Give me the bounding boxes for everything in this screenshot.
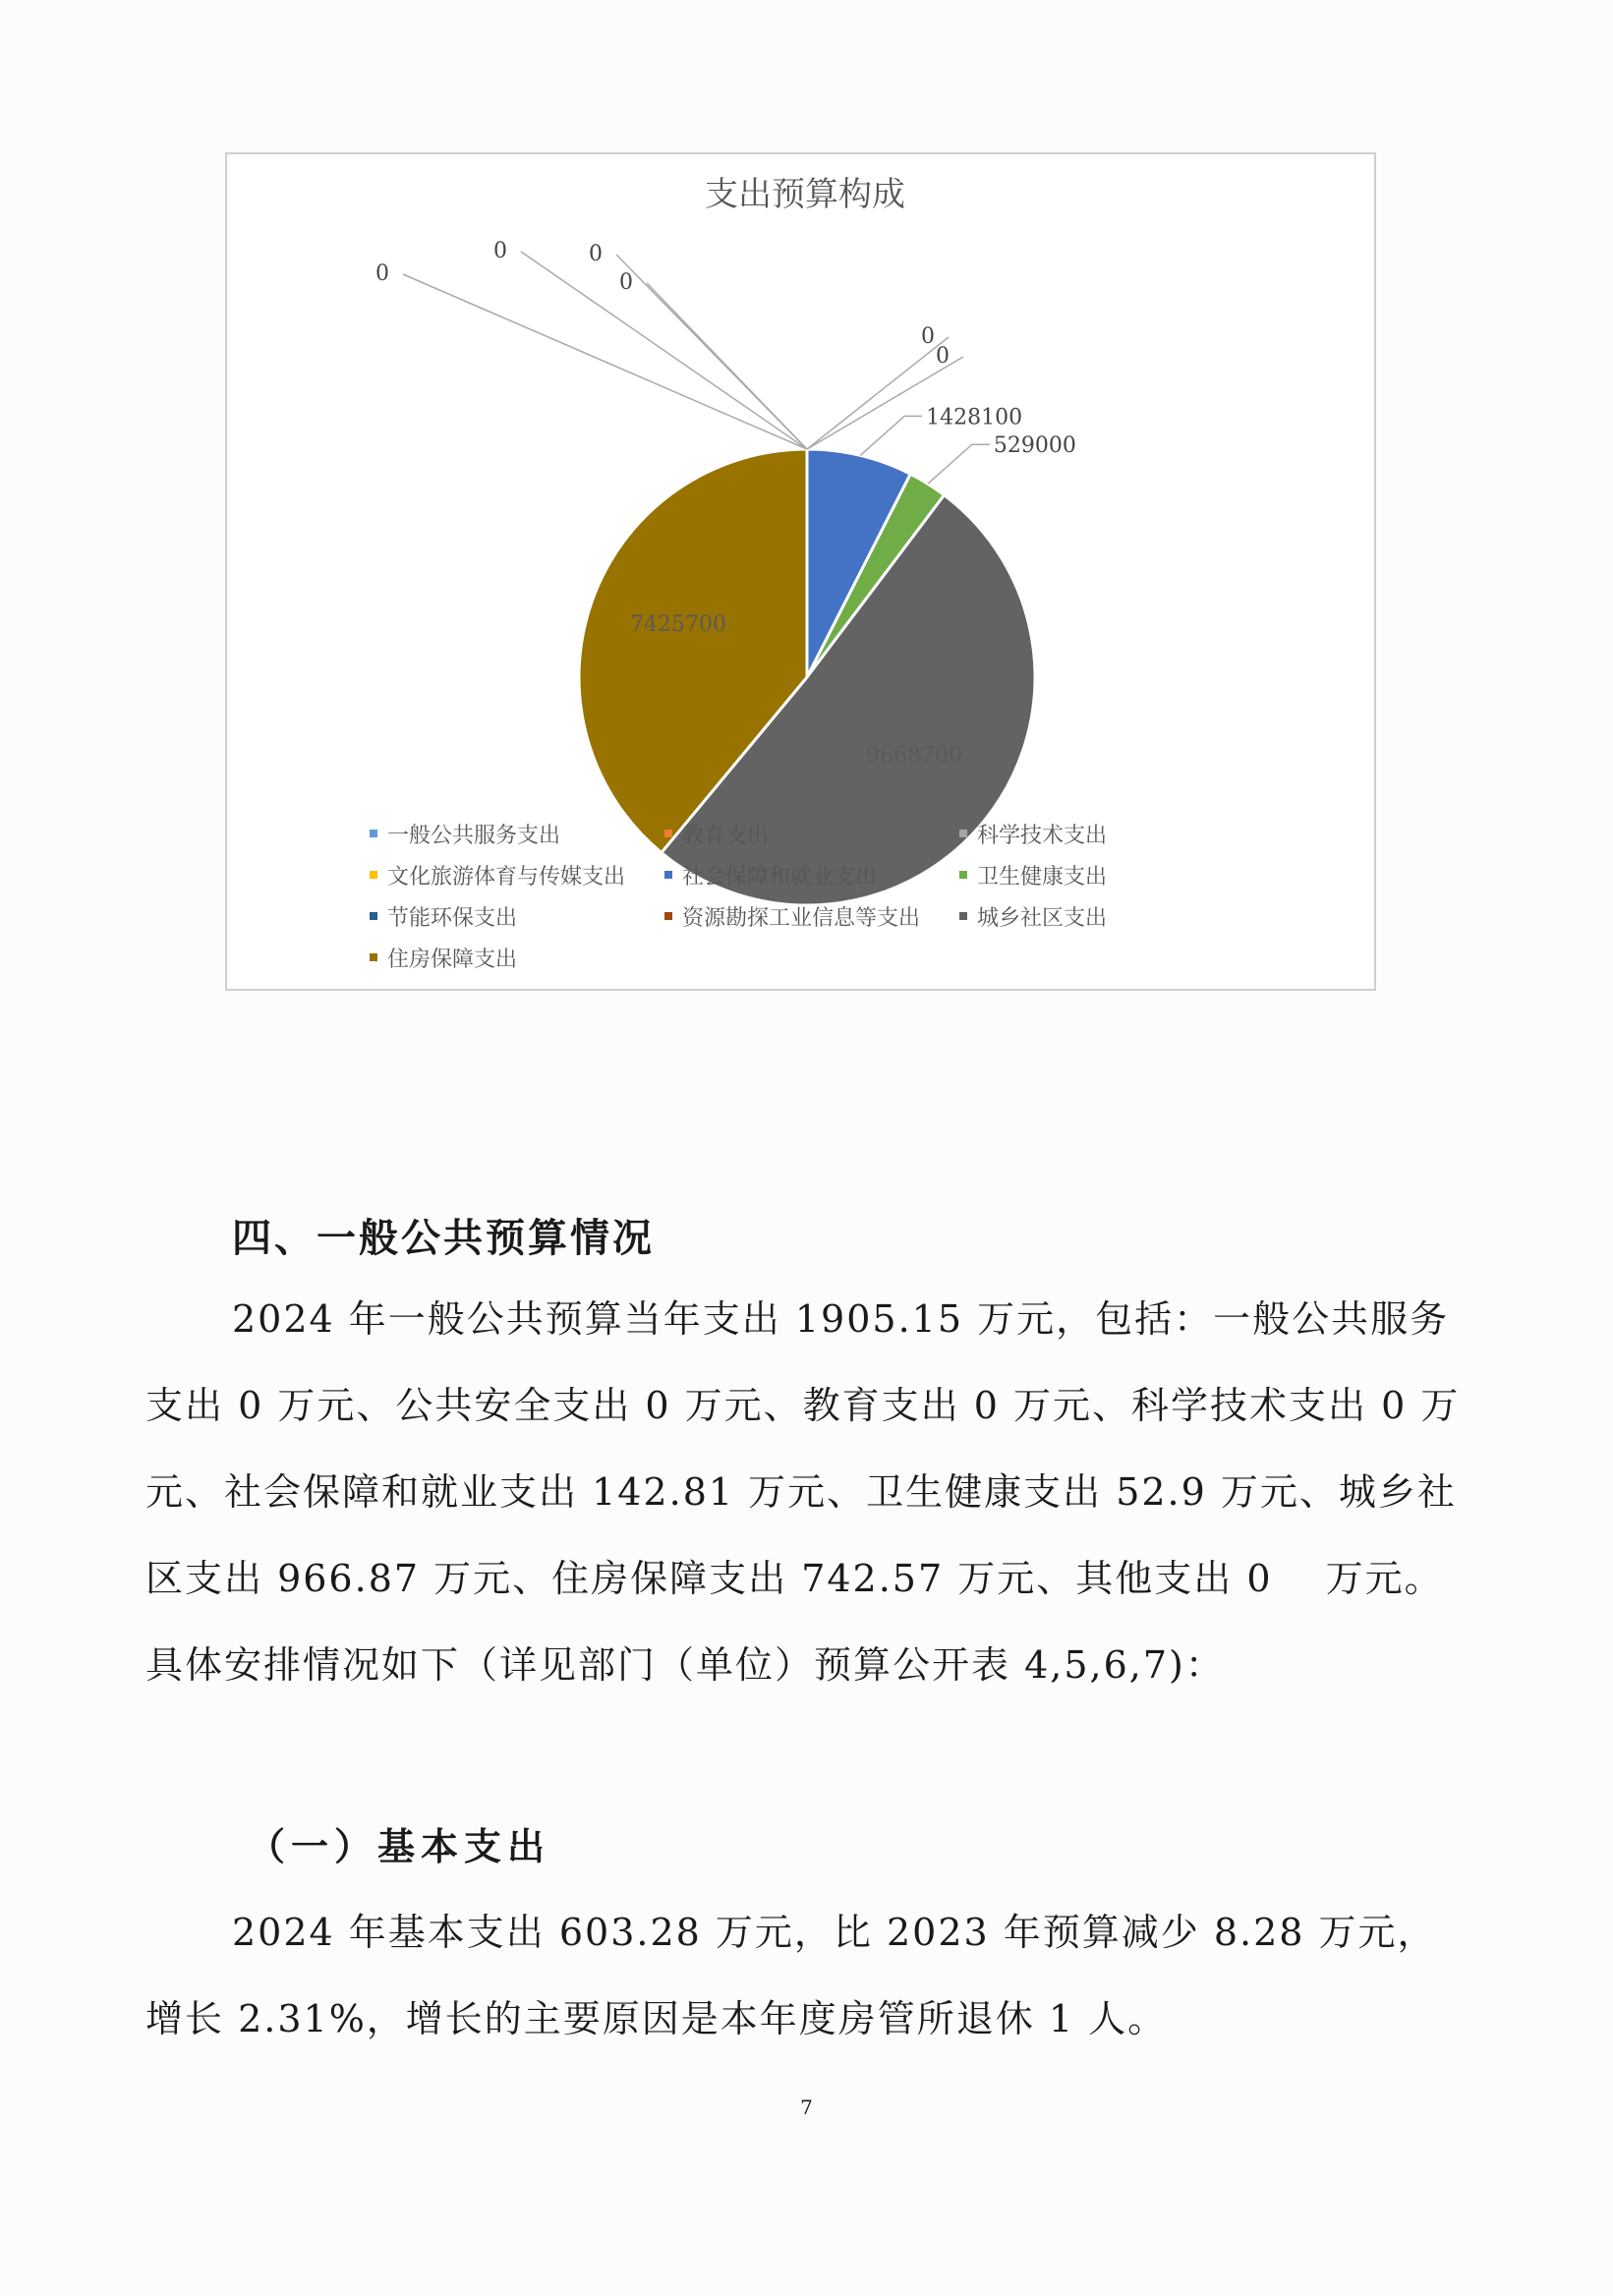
subsection-paragraph [145,1889,1463,2062]
pie-data-label-0: 0 [375,261,389,286]
legend-label-8: 城乡社区支出 [977,905,1108,931]
legend-item-5 [959,859,1254,890]
legend-label-2: 科学技术支出 [977,823,1108,848]
pie-data-label-3: 0 [619,270,633,295]
pie-data-label-5: 529000 [993,433,1076,459]
legend-item-0 [370,818,664,849]
legend-item-2 [959,818,1254,849]
legend-swatch-8 [959,912,967,920]
subsection-heading: （一）基本支出 [248,1825,551,1868]
legend-swatch-7 [664,912,672,920]
pie-data-label-1: 0 [493,239,507,263]
legend-item-7 [664,900,959,932]
legend-label-5: 卫生健康支出 [977,864,1108,890]
section-paragraph [145,1276,1463,1708]
expenditure-pie-chart [225,152,1376,991]
section-heading: 四、一般公共预算情况 [232,1216,655,1261]
legend-swatch-4 [664,871,672,879]
legend-item-4 [664,859,959,890]
pie-leader-line-3 [647,283,807,449]
pie-leader-line-6 [807,337,949,449]
legend-label-9: 住房保障支出 [387,947,518,972]
pie-leader-line-5 [928,444,990,484]
pie-leader-line-0 [403,274,807,449]
legend-swatch-2 [959,830,967,837]
pie-data-label-8: 9668700 [866,743,963,769]
pie-data-label-6: 0 [921,324,935,349]
legend-swatch-0 [370,830,377,837]
legend-label-7: 资源勘探工业信息等支出 [682,905,921,931]
legend-label-1: 教育支出 [682,823,770,848]
chart-legend [370,818,1254,973]
pie-data-label-2: 0 [589,242,603,266]
pie-data-label-9: 7425700 [630,611,727,637]
page-number: 7 [800,2095,813,2119]
pie-data-label-7: 0 [936,344,950,369]
legend-item-6 [370,900,664,932]
pie-leader-line-4 [860,416,922,455]
pie-leader-line-1 [521,252,807,449]
legend-swatch-1 [664,830,672,837]
pie-leader-line-7 [807,357,963,449]
legend-swatch-6 [370,912,377,920]
section-paragraph-text: 2024 年一般公共预算当年支出 1905.15 万元，包括：一般公共服务支出 0 万元、公共安全支出 0 万元、教育支出 0 万元、科学技术支出 0 万元、社会保障和就业支出 142.81 万元、卫生健康支出 52.9 万元、城乡社区支出 966.87 万元、住房保障支出 742.57 万元、其他支出 0 万元。具体安排情况如下（详见部门（单位）预算公开表 4,5,6,7)： [145,1297,1461,1687]
subsection-paragraph-text: 2024 年基本支出 603.28 万元，比 2023 年预算减少 8.28 万元，增长 2.31%，增长的主要原因是本年度房管所退休 1 人。 [145,1911,1437,2040]
legend-item-1 [664,818,959,849]
legend-swatch-9 [370,953,377,961]
pie-data-label-4: 1428100 [926,405,1023,430]
legend-label-0: 一般公共服务支出 [387,823,561,848]
legend-item-3 [370,859,664,890]
legend-swatch-5 [959,871,967,879]
legend-item-8 [959,900,1254,932]
legend-swatch-3 [370,871,377,879]
legend-label-3: 文化旅游体育与传媒支出 [387,864,626,890]
chart-title: 支出预算构成 [705,175,905,214]
legend-label-4: 社会保障和就业支出 [682,864,878,890]
legend-label-6: 节能环保支出 [387,905,518,931]
legend-item-9 [370,942,664,973]
